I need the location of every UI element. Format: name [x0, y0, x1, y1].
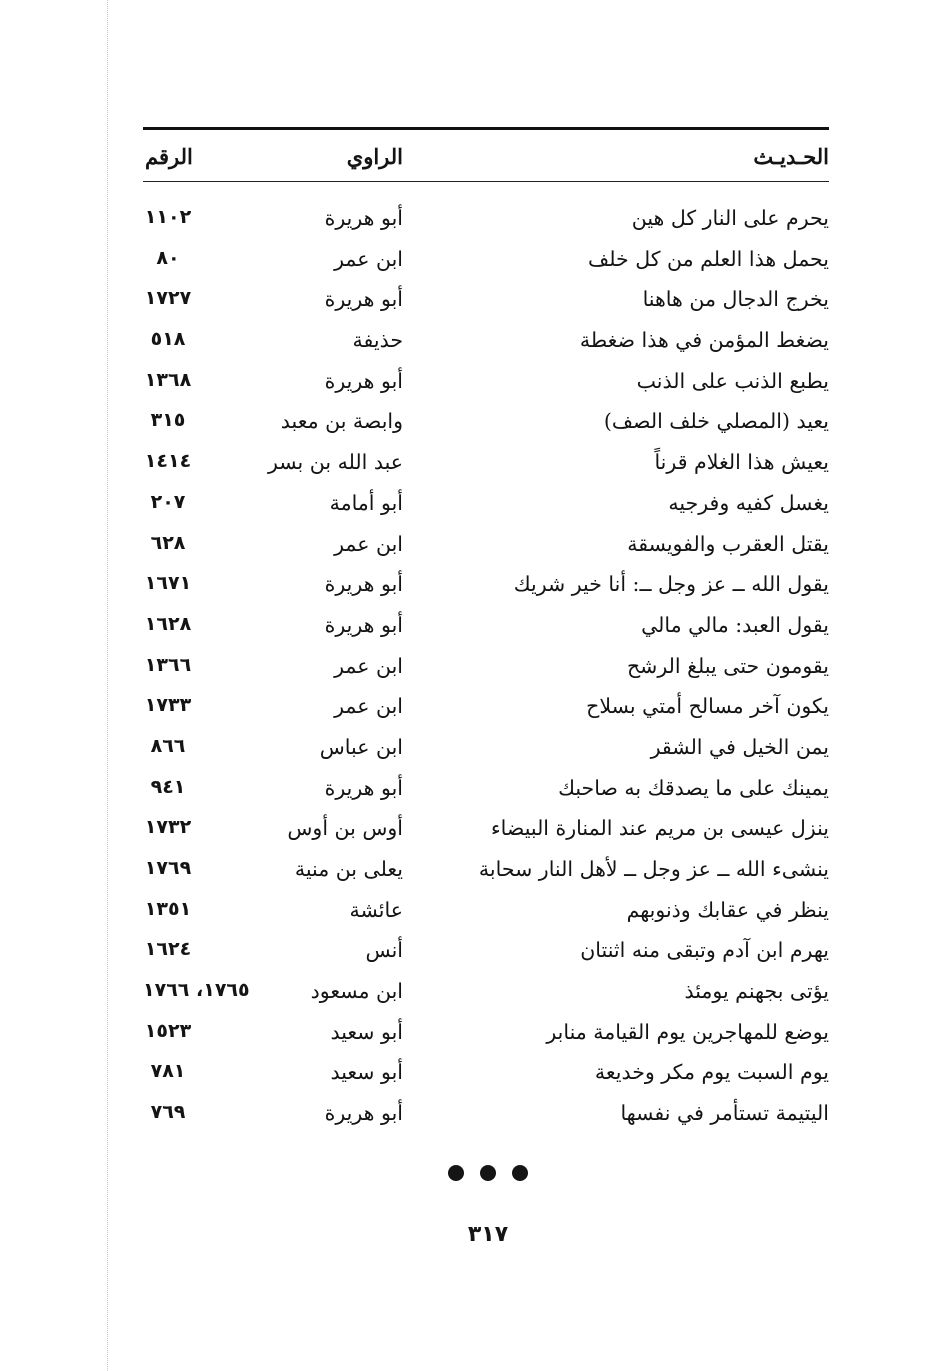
narrator-name: أبو هريرة: [324, 287, 403, 312]
ornament-dot: [448, 1165, 464, 1181]
hadith-number: ١٥٢٣: [144, 1019, 192, 1042]
narrator-name: أنس: [365, 938, 403, 963]
header-hadith: الحـديـث: [753, 144, 829, 169]
table-row: [143, 808, 829, 849]
hadith-number: ١١٠٢: [144, 206, 192, 228]
table-row: [143, 1052, 829, 1093]
margin-guide-line: [107, 0, 108, 1371]
hadith-text: يخرج الدجال من هاهنا: [642, 287, 829, 312]
hadith-number: ١٤١٤: [144, 450, 192, 473]
hadith-text: ينشىء الله ــ عز وجل ــ لأهل النار سحابة: [478, 857, 829, 881]
ornament-dot: [480, 1165, 496, 1181]
table-row: [143, 320, 829, 361]
narrator-name: أبو هريرة: [324, 1101, 403, 1126]
hadith-number: ١٦٧١: [144, 572, 192, 595]
narrator-name: أبو أمامة: [329, 490, 403, 515]
table-row: [143, 686, 829, 727]
hadith-text: يوضع للمهاجرين يوم القيامة منابر: [546, 1019, 829, 1044]
hadith-text: يهرم ابن آدم وتبقى منه اثنتان: [580, 938, 829, 963]
narrator-name: عبد الله بن بسر: [267, 450, 403, 475]
table-row: [143, 524, 829, 565]
hadith-number: ٨٦٦: [150, 734, 186, 757]
hadith-number: ٦٢٨: [150, 531, 186, 554]
narrator-name: أوس بن أوس: [287, 816, 403, 841]
table-row: [143, 483, 829, 524]
hadith-text: يطبع الذنب على الذنب: [636, 368, 829, 393]
narrator-name: ابن عمر: [334, 531, 403, 556]
hadith-number: ١٧٣٣: [144, 694, 192, 717]
hadith-text: يمينك على ما يصدقك به صاحبك: [558, 775, 829, 800]
hadith-text: يعيد (المصلي خلف الصف): [603, 409, 829, 434]
table-row: [143, 564, 829, 605]
narrator-name: يعلى بن منية: [294, 857, 403, 881]
hadith-text: يضغط المؤمن في هذا ضغطة: [579, 328, 829, 353]
hadith-text: ينزل عيسى بن مريم عند المنارة البيضاء: [491, 816, 829, 841]
narrator-name: ابن عمر: [334, 653, 403, 678]
hadith-number: ١٣٦٦: [144, 653, 192, 676]
narrator-name: وابصة بن معبد: [280, 409, 403, 434]
hadith-number: ٧٨١: [150, 1060, 186, 1083]
narrator-name: أبو سعيد: [330, 1019, 403, 1044]
hadith-index-table: [143, 127, 829, 1126]
table-row: [143, 930, 829, 971]
table-row: [143, 198, 829, 239]
hadith-text: يحمل هذا العلم من كل خلف: [588, 246, 829, 271]
hadith-number: ٧٦٩: [150, 1101, 186, 1124]
table-row: [143, 971, 829, 1012]
section-end-ornament: [448, 1165, 528, 1181]
narrator-name: ابن عمر: [334, 246, 403, 271]
header-narrator: الراوي: [346, 144, 403, 169]
hadith-number: ٣١٥: [150, 409, 186, 432]
hadith-text: يعيش هذا الغلام قرناً: [654, 450, 829, 475]
table-row: [143, 279, 829, 320]
narrator-name: أبو هريرة: [324, 368, 403, 393]
table-header: [143, 130, 829, 182]
table-row: [143, 361, 829, 402]
hadith-number: ١٧٢٧: [144, 287, 192, 310]
hadith-text: يمن الخيل في الشقر: [650, 734, 829, 759]
table-row: [143, 605, 829, 646]
hadith-number: ٢٠٧: [150, 490, 186, 513]
hadith-text: يوم السبت يوم مكر وخديعة: [594, 1060, 829, 1085]
narrator-name: أبو هريرة: [324, 775, 403, 800]
hadith-number: ١٣٦٨: [144, 368, 192, 391]
table-row: [143, 646, 829, 687]
hadith-number: ٨٠: [156, 246, 180, 269]
narrator-name: ابن عباس: [319, 734, 403, 759]
table-row: [143, 1012, 829, 1053]
hadith-text: اليتيمة تستأمر في نفسها: [620, 1101, 829, 1126]
hadith-text: يكون آخر مسالح أمتي بسلاح: [586, 694, 829, 719]
narrator-name: أبو هريرة: [324, 612, 403, 637]
table-row: [143, 890, 829, 931]
narrator-name: أبو هريرة: [324, 206, 403, 230]
hadith-number: ١٧٦٥، ١٧٦٦: [143, 979, 250, 1002]
ornament-dot: [512, 1165, 528, 1181]
table-row: [143, 768, 829, 809]
narrator-name: أبو سعيد: [330, 1060, 403, 1085]
table-body: [143, 198, 829, 1134]
hadith-text: يقول الله ــ عز وجل ــ: أنا خير شريك: [513, 572, 829, 597]
hadith-text: يقول العبد: مالي مالي: [641, 612, 829, 637]
hadith-text: يقومون حتى يبلغ الرشح: [626, 653, 829, 678]
table-row: [143, 239, 829, 280]
narrator-name: ابن مسعود: [310, 979, 403, 1004]
hadith-number: ١٣٥١: [144, 897, 192, 920]
hadith-number: ١٧٦٩: [144, 857, 192, 879]
table-row: [143, 1093, 829, 1134]
hadith-text: يحرم على النار كل هين: [631, 206, 829, 230]
page-number: ٣١٧: [467, 1222, 509, 1247]
narrator-name: عائشة: [349, 897, 403, 922]
hadith-text: ينظر في عقابك وذنوبهم: [626, 897, 829, 922]
table-row: [143, 442, 829, 483]
hadith-number: ٩٤١: [150, 775, 186, 798]
narrator-name: أبو هريرة: [324, 572, 403, 597]
hadith-number: ١٧٣٢: [144, 816, 192, 839]
hadith-text: يقتل العقرب والفويسقة: [627, 531, 829, 556]
narrator-name: حذيفة: [352, 328, 403, 353]
hadith-number: ١٦٢٤: [144, 938, 192, 961]
header-number: الرقم: [145, 144, 193, 169]
table-row: [143, 849, 829, 890]
table-row: [143, 401, 829, 442]
hadith-number: ١٦٢٨: [144, 612, 192, 635]
table-row: [143, 727, 829, 768]
hadith-number: ٥١٨: [150, 328, 186, 351]
hadith-text: يغسل كفيه وفرجيه: [668, 490, 829, 515]
hadith-text: يؤتى بجهنم يومئذ: [684, 979, 829, 1004]
narrator-name: ابن عمر: [334, 694, 403, 719]
